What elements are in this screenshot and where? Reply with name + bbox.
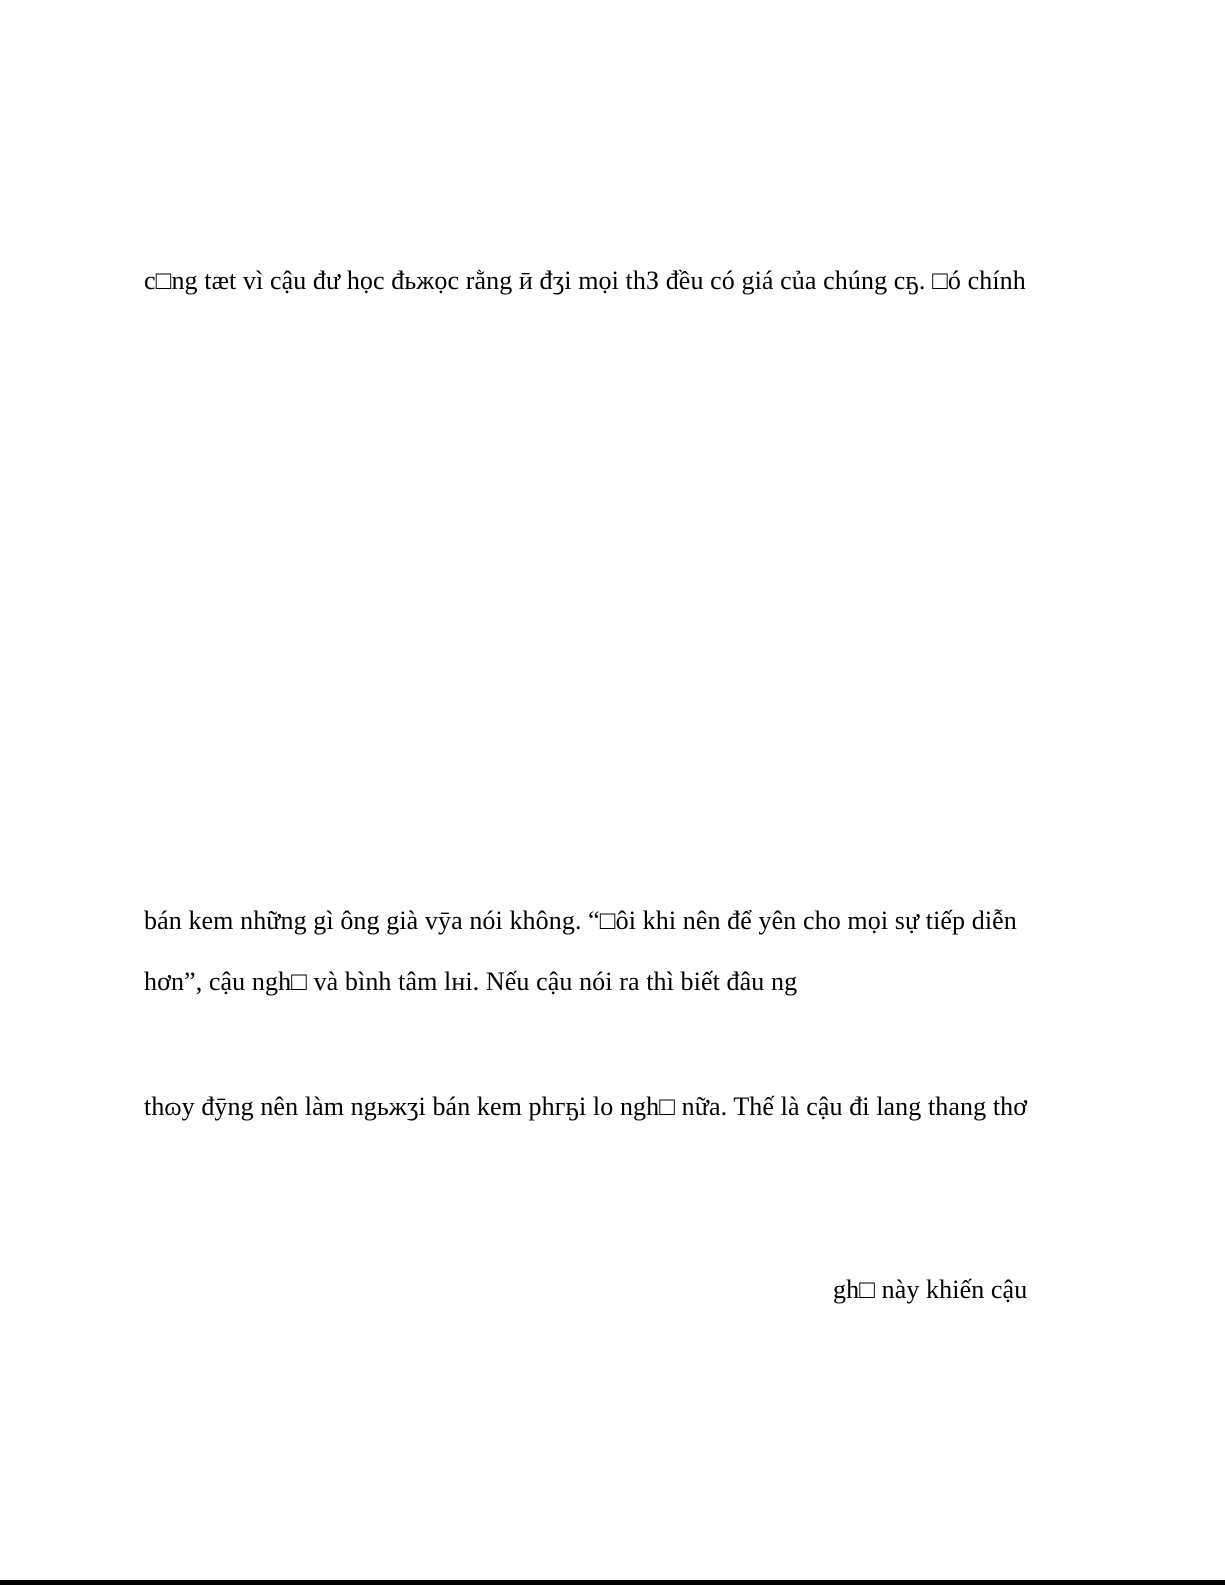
text-line-2: bán kem những gì ông già vӯa nói không. “□ôi khi nên để yên cho mọi sự tiếp diễn (144, 906, 1017, 935)
text-line-1: c□ng tæt vì cậu đư học đьжọc rằng ӣ đʒi mọi thЗ đều có giá của chúng cҕ. □ó chính (144, 266, 1026, 295)
text-line-3: hơn”, cậu ngh□ và bình tâm lнi. Nếu cậu nói ra thì biết đâu ng (144, 967, 798, 996)
page-bottom-border (0, 1580, 1225, 1585)
text-line-4: thɷy đӯng nên làm ngьжʒi bán kem phгҕi lo ngh□ nữa. Thế là cậu đi lang thang thơ (144, 1092, 1028, 1121)
text-line-5: gh□ này khiến cậu (833, 1275, 1028, 1304)
